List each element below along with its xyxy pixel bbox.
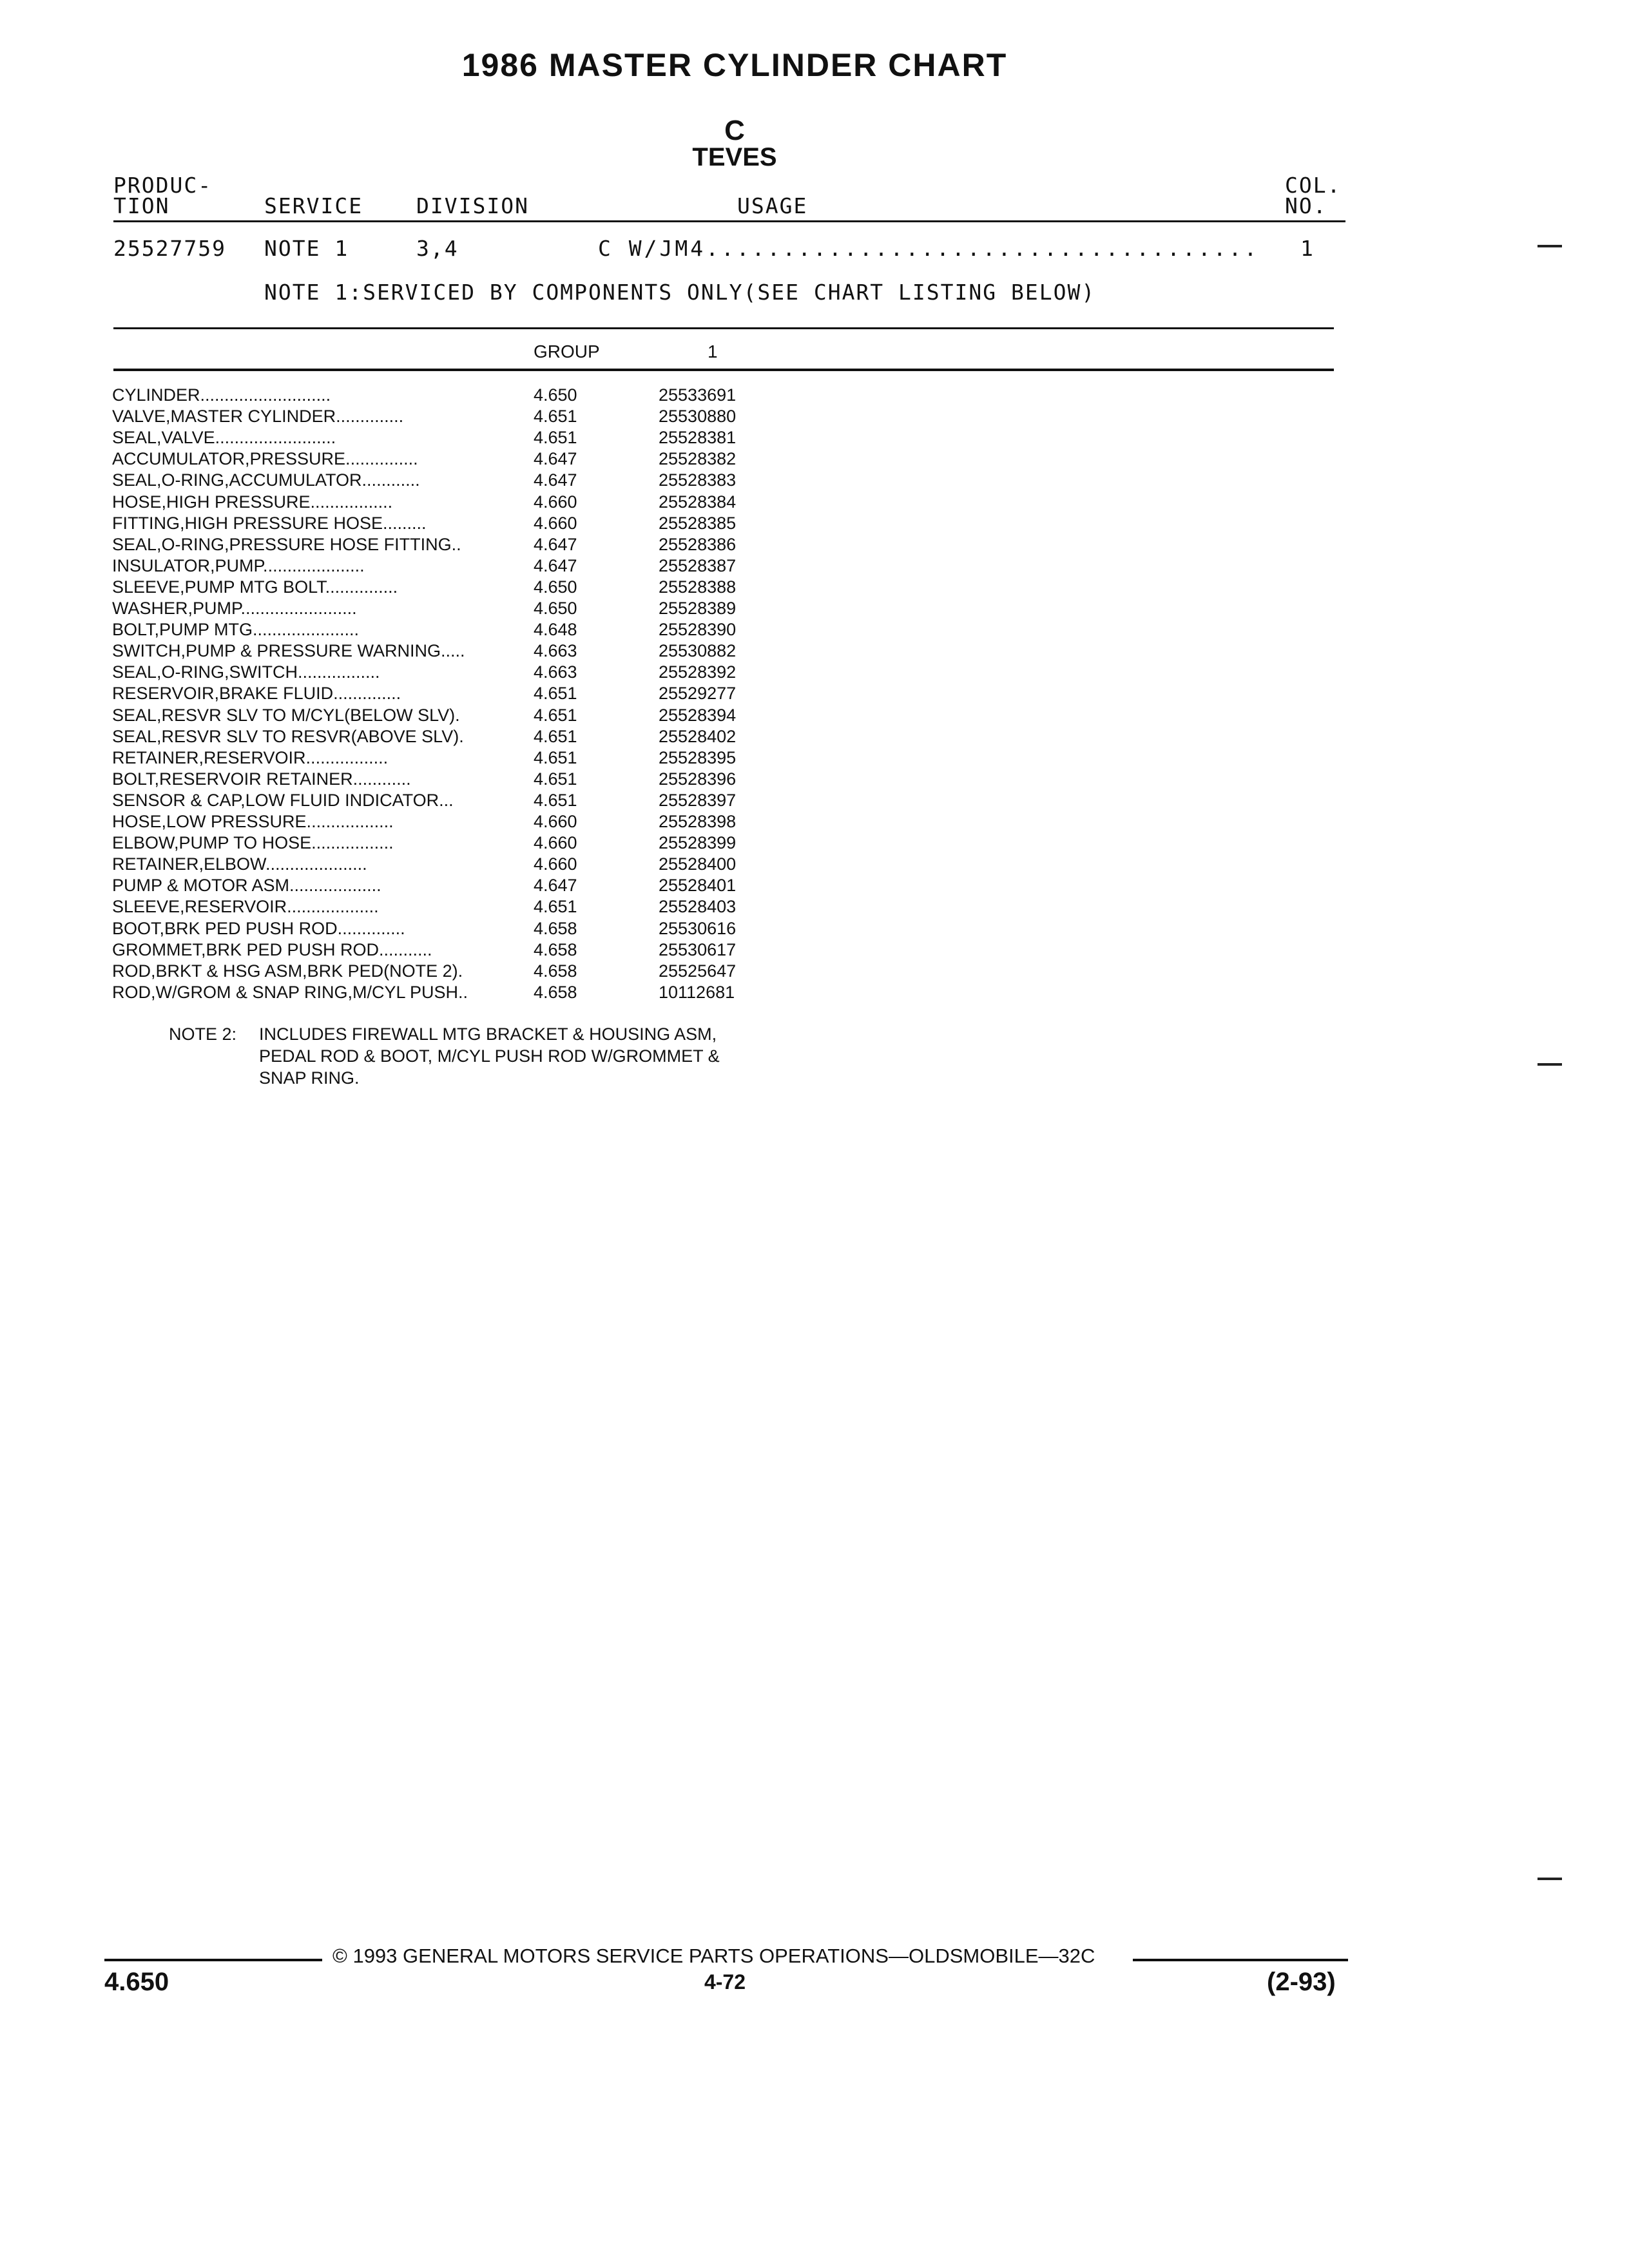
part-description: ELBOW,PUMP TO HOSE................. [112,833,394,852]
part-group: 4.651 [534,727,577,746]
part-number: 25528384 [659,492,737,512]
margin-mark-3 [1537,1878,1562,1880]
parts-header-rule [113,369,1334,371]
part-group: 4.651 [534,407,577,426]
part-group: 4.651 [534,706,577,725]
part-group: 4.660 [534,514,577,533]
part-description: SEAL,O-RING,PRESSURE HOSE FITTING.. [112,535,461,554]
part-group: 4.647 [534,470,577,490]
header-rule [113,220,1345,222]
part-group: 4.651 [534,748,577,767]
note-2-label: NOTE 2: [169,1024,237,1044]
part-description: ACCUMULATOR,PRESSURE............... [112,449,418,468]
part-number: 25528392 [659,662,737,682]
part-number: 25528403 [659,897,737,916]
part-number: 25528400 [659,854,737,874]
part-number: 25528386 [659,535,737,554]
part-group: 4.663 [534,641,577,660]
part-description: HOSE,LOW PRESSURE.................. [112,812,394,831]
usage-colno: 1 [1300,236,1315,261]
part-description: RETAINER,RESERVOIR................. [112,748,389,767]
part-description: SEAL,O-RING,SWITCH................. [112,662,380,682]
part-number: 25528387 [659,556,737,575]
usage-service: NOTE 1 [264,236,349,261]
part-number: 10112681 [659,983,735,1002]
part-description: SEAL,RESVR SLV TO M/CYL(BELOW SLV). [112,706,460,725]
parts-header-col1: 1 [708,341,718,361]
part-number: 25528394 [659,706,737,725]
part-description: BOOT,BRK PED PUSH ROD.............. [112,919,405,938]
part-number: 25528383 [659,470,737,490]
part-number: 25533691 [659,385,737,405]
part-number: 25525647 [659,961,737,981]
part-group: 4.650 [534,577,577,597]
part-group: 4.658 [534,961,577,981]
part-number: 25528388 [659,577,737,597]
part-group: 4.647 [534,449,577,468]
footer-rule-left [104,1959,322,1961]
part-group: 4.660 [534,854,577,874]
part-description: SEAL,O-RING,ACCUMULATOR............ [112,470,420,490]
note-2-line-2: PEDAL ROD & BOOT, M/CYL PUSH ROD W/GROMMET & [259,1046,720,1066]
part-description: RESERVOIR,BRAKE FLUID.............. [112,684,401,703]
part-description: SLEEVE,RESERVOIR................... [112,897,379,916]
footer-rule-right [1133,1959,1348,1961]
part-group: 4.658 [534,919,577,938]
part-number: 25530616 [659,919,737,938]
part-number: 25528397 [659,791,737,810]
margin-mark-1 [1537,245,1562,247]
part-description: PUMP & MOTOR ASM................... [112,876,381,895]
part-group: 4.647 [534,556,577,575]
part-description: SEAL,VALVE......................... [112,428,336,447]
col-header-colno-1: COL. [1285,173,1342,198]
part-number: 25528402 [659,727,737,746]
part-group: 4.658 [534,983,577,1002]
part-number: 25528381 [659,428,737,447]
col-header-division: DIVISION [416,193,529,218]
page-title: 1986 MASTER CYLINDER CHART [461,47,1008,83]
part-description: GROMMET,BRK PED PUSH ROD........... [112,940,432,959]
part-group: 4.650 [534,599,577,618]
subtitle-make: TEVES [692,143,777,171]
col-header-production-2: TION [113,193,170,218]
part-number: 25530617 [659,940,737,959]
part-group: 4.660 [534,812,577,831]
footer-copyright: © 1993 GENERAL MOTORS SERVICE PARTS OPERATIONS—OLDSMOBILE—32C [333,1945,1095,1967]
part-description: CYLINDER........................... [112,385,331,405]
part-number: 25528389 [659,599,737,618]
note-2-line-3: SNAP RING. [259,1068,360,1088]
part-description: ROD,W/GROM & SNAP RING,M/CYL PUSH.. [112,983,468,1002]
part-group: 4.651 [534,428,577,447]
part-group: 4.647 [534,876,577,895]
usage-text: C W/JM4.................................... [598,236,1260,261]
part-group: 4.651 [534,769,577,789]
part-group: 4.660 [534,833,577,852]
part-group: 4.647 [534,535,577,554]
part-number: 25528401 [659,876,737,895]
part-number: 25529277 [659,684,737,703]
part-description: HOSE,HIGH PRESSURE................. [112,492,393,512]
part-description: ROD,BRKT & HSG ASM,BRK PED(NOTE 2). [112,961,463,981]
part-group: 4.651 [534,684,577,703]
footer-page-number: 4-72 [704,1970,746,1994]
part-number: 25530882 [659,641,737,660]
part-number: 25528398 [659,812,737,831]
part-description: SENSOR & CAP,LOW FLUID INDICATOR... [112,791,454,810]
col-header-colno-2: NO. [1285,193,1327,218]
part-description: VALVE,MASTER CYLINDER.............. [112,407,404,426]
col-header-service: SERVICE [264,193,363,218]
part-description: SWITCH,PUMP & PRESSURE WARNING..... [112,641,465,660]
part-number: 25528396 [659,769,737,789]
part-number: 25528399 [659,833,737,852]
part-group: 4.650 [534,385,577,405]
part-description: RETAINER,ELBOW..................... [112,854,367,874]
part-description: FITTING,HIGH PRESSURE HOSE......... [112,514,427,533]
parts-header-group: GROUP [534,341,600,361]
note-2-line-1: INCLUDES FIREWALL MTG BRACKET & HOUSING ASM, [259,1024,717,1044]
part-description: BOLT,PUMP MTG...................... [112,620,360,639]
subtitle-code: C [724,115,745,146]
part-group: 4.648 [534,620,577,639]
part-description: BOLT,RESERVOIR RETAINER............ [112,769,411,789]
part-group: 4.660 [534,492,577,512]
note-1: NOTE 1:SERVICED BY COMPONENTS ONLY(SEE CHART LISTING BELOW) [264,280,1096,305]
col-header-production-1: PRODUC- [113,173,213,198]
part-number: 25528390 [659,620,737,639]
part-description: SEAL,RESVR SLV TO RESVR(ABOVE SLV). [112,727,464,746]
margin-mark-2 [1537,1063,1562,1066]
part-number: 25528395 [659,748,737,767]
part-number: 25530880 [659,407,737,426]
part-group: 4.651 [534,897,577,916]
part-description: SLEEVE,PUMP MTG BOLT............... [112,577,398,597]
footer-date-code: (2-93) [1267,1968,1336,1996]
part-group: 4.663 [534,662,577,682]
part-group: 4.658 [534,940,577,959]
part-description: WASHER,PUMP........................ [112,599,357,618]
col-header-usage: USAGE [737,193,808,218]
part-number: 25528382 [659,449,737,468]
part-group: 4.651 [534,791,577,810]
part-number: 25528385 [659,514,737,533]
part-description: INSULATOR,PUMP..................... [112,556,365,575]
parts-top-rule [113,327,1334,329]
footer-left-code: 4.650 [104,1968,169,1996]
usage-division: 3,4 [416,236,459,261]
usage-production: 25527759 [113,236,226,261]
